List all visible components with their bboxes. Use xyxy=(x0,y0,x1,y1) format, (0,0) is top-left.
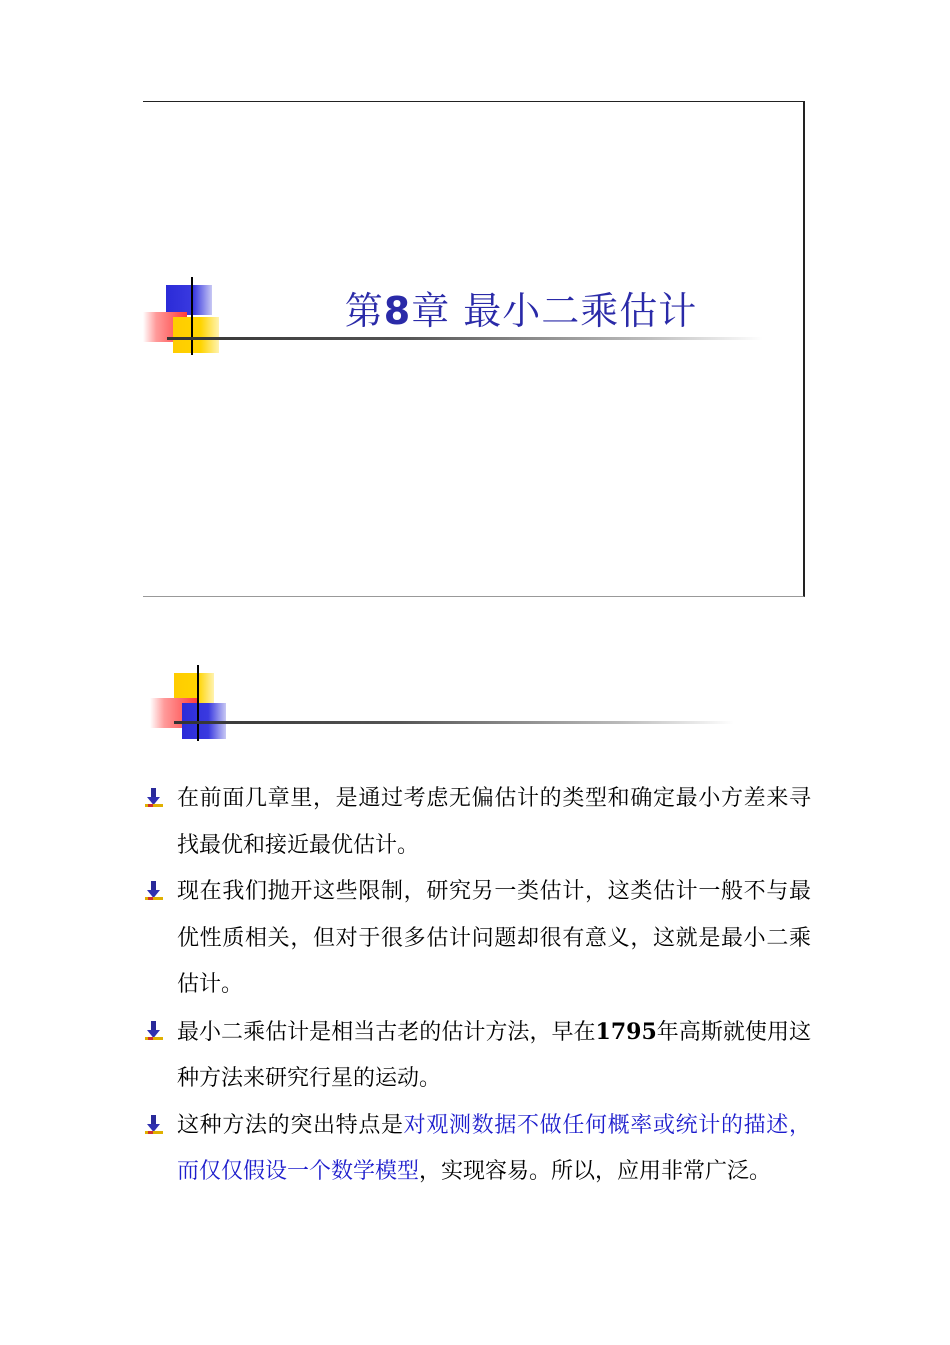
bullet-text: 最小二乘估计是相当古老的估计方法，早在 xyxy=(177,1019,596,1045)
highlighted-text: 对观测数据不做任何概率或统计的描述，而仅仅假设一个数学模型 xyxy=(177,1112,811,1184)
year-number: 1795 xyxy=(595,1018,657,1045)
bullet-text: 这种方法的突出特点是 xyxy=(177,1112,404,1138)
list-item xyxy=(143,776,811,869)
bullet-arrow-icon xyxy=(145,788,163,808)
bullet-arrow-icon xyxy=(145,1021,163,1041)
bullet-arrow-icon xyxy=(145,1115,163,1135)
bullet-arrow-icon xyxy=(145,881,163,901)
decorative-squares-icon xyxy=(150,665,750,745)
bullet-text: 现在我们抛开这些限制，研究另一类估计，这类估计一般不与最优性质相关，但对于很多估计问题却很有意义，这就是最小二乘估计。 xyxy=(177,879,811,997)
list-item xyxy=(143,1009,811,1103)
title-slide xyxy=(143,101,805,597)
bullet-text: 在前面几章里，是通过考虑无偏估计的类型和确定最小方差来寻找最优和接近最优估计。 xyxy=(177,786,811,858)
list-item xyxy=(143,1103,811,1196)
title-prefix: 第 xyxy=(344,289,384,333)
bullet-text: ，实现容易。所以，应用非常广泛。 xyxy=(419,1159,772,1184)
page-title xyxy=(311,280,731,335)
bullet-list xyxy=(143,776,811,1196)
title-suffix: 章 最小二乘估计 xyxy=(411,289,698,333)
bullet-text: 年高斯就使用这种方法来研究行星的运动。 xyxy=(177,1019,811,1091)
list-item xyxy=(143,869,811,1009)
title-number: 8 xyxy=(383,289,412,333)
